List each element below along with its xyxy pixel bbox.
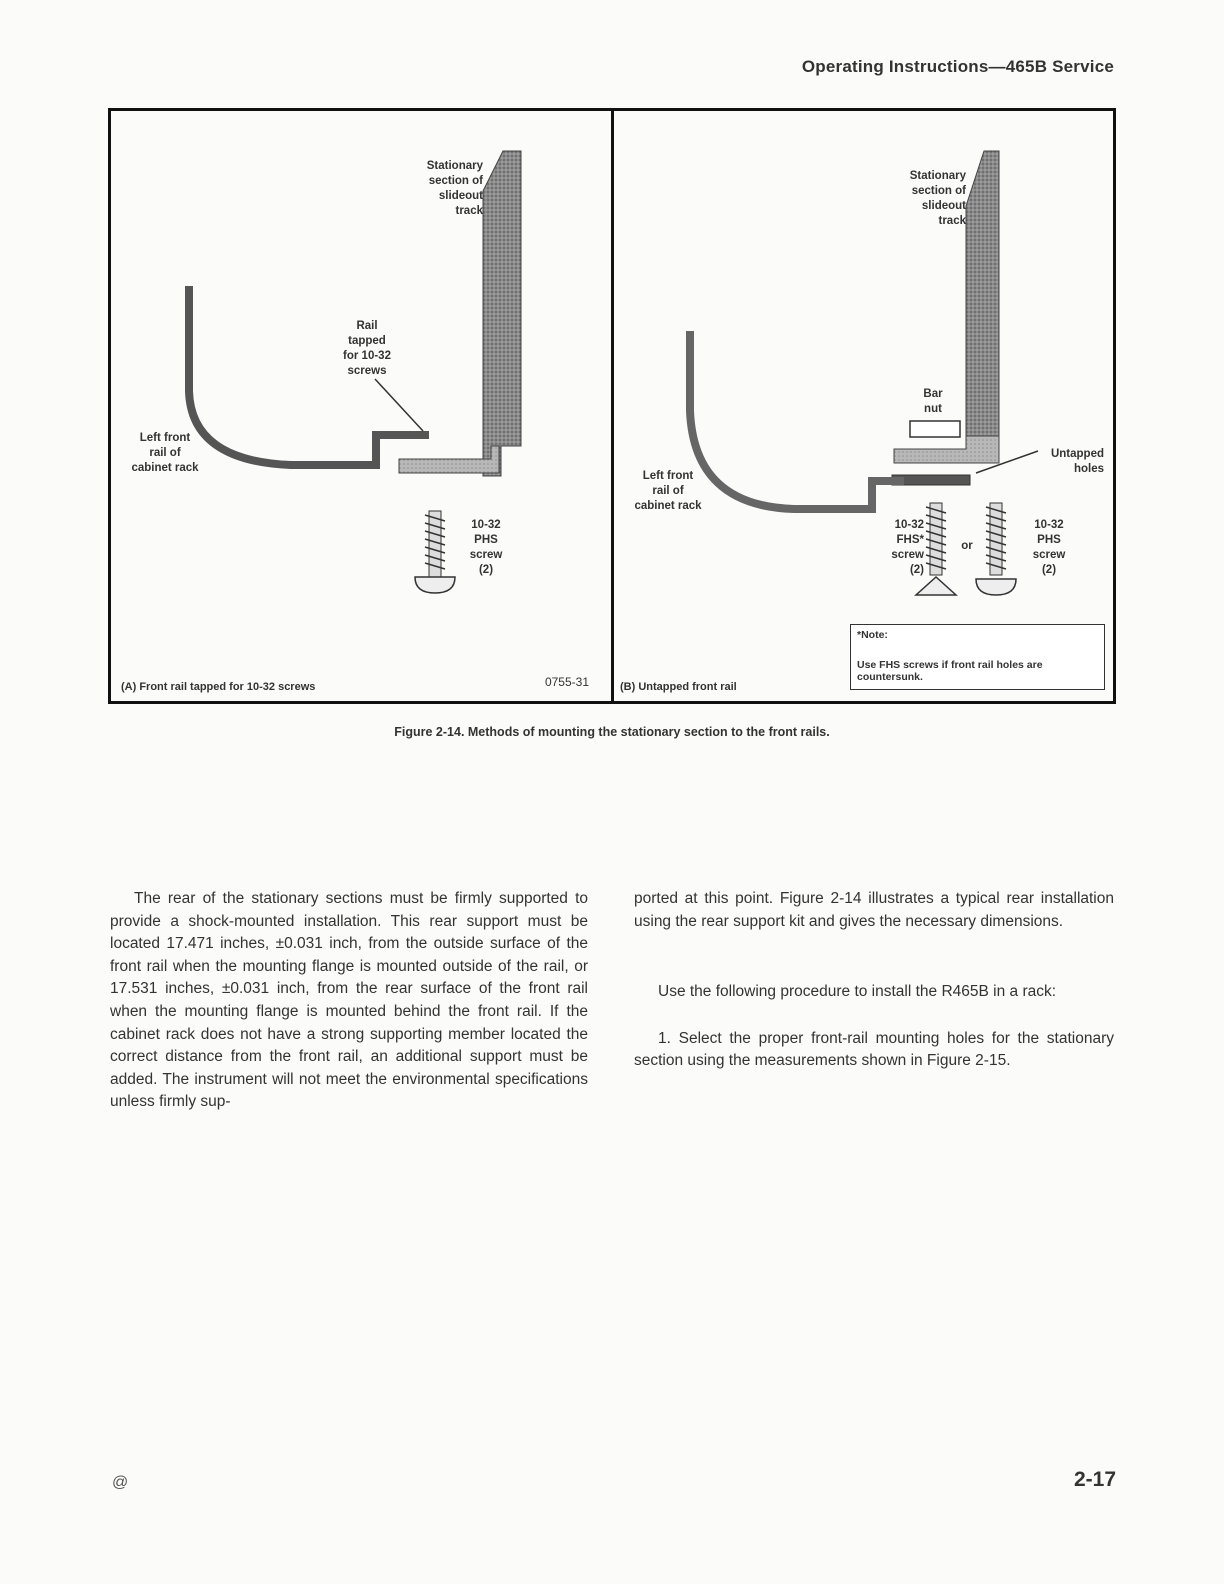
body-paragraph: Use the following procedure to install the R465B in a rack: <box>658 983 1057 1001</box>
panel-b <box>614 111 1113 701</box>
label-untapped-holes: Untapped holes <box>1050 448 1104 475</box>
note-title: *Note: <box>857 629 888 641</box>
label-bar-nut: Bar nut <box>923 388 943 415</box>
panel-a-caption: (A) Front rail tapped for 10-32 screws <box>121 681 316 693</box>
phs-screw-icon <box>976 503 1016 595</box>
label-rail-tapped: Rail tapped for 10-32 screws <box>343 320 391 377</box>
right-column <box>634 888 1114 1073</box>
page-number: 2-17 <box>1073 1468 1116 1491</box>
track-flange <box>894 436 999 463</box>
figure-caption: Figure 2-14. Methods of mounting the stationary section to the front rails. <box>394 725 830 739</box>
label-phs-screw: 10-32 PHS screw (2) <box>1032 519 1066 576</box>
publisher-symbol: @ <box>112 1474 129 1491</box>
phs-screw-icon <box>415 511 455 593</box>
body-paragraph: ported at this point. Figure 2-14 illustrates a typical rear installation using the rear support kit and gives the necessary dimensions. <box>634 890 1114 930</box>
tapped-pointer <box>375 379 423 431</box>
label-stationary-section: Stationary section of slideout track <box>909 170 966 227</box>
figure-2-14 <box>108 108 1116 704</box>
label-stationary-section: Stationary section of slideout track <box>426 160 483 217</box>
slideout-track <box>966 151 999 436</box>
bar-nut <box>910 421 960 437</box>
label-left-front-rail: Left front rail of cabinet rack <box>131 432 199 474</box>
left-front-rail <box>690 331 904 509</box>
slideout-track <box>483 151 521 476</box>
label-fhs-screw: 10-32 FHS* screw (2) <box>891 519 924 576</box>
procedure-step-1: 1. Select the proper front-rail mounting holes for the stationary section using the measurements shown in Figure 2-15. <box>634 1029 1114 1070</box>
note-text: Use FHS screws if front rail holes are countersunk. <box>857 659 1043 683</box>
label-phs-screw: 10-32 PHS screw (2) <box>469 519 503 576</box>
panel-a <box>111 111 614 701</box>
figure-code: 0755-31 <box>544 675 589 689</box>
running-header: Operating Instructions—465B Service <box>801 57 1114 76</box>
left-column <box>110 888 588 1114</box>
body-paragraph: The rear of the stationary sections must be firmly supported to provide a shock-mounted installation. This rear support must be located 17.471 inches, ±0.031 inch, from the outside surface of the front rail when the mounting flange is mounted outside of the rail, or 17.531 inches, ±0.031 inch, from the rear surface of the front rail when the mounting flange is mounted behind the front rail. If the cabinet rack does not have a strong supporting member located the correct distance from the front rail, an additional support must be added. The instrument will not meet the environmental specifications unless firmly sup- <box>110 890 588 1111</box>
note-box <box>850 624 1105 690</box>
label-or: or <box>961 540 973 552</box>
panel-a-drawing <box>111 111 611 701</box>
panel-b-caption: (B) Untapped front rail <box>620 681 737 693</box>
panel-b-drawing <box>614 111 1114 701</box>
label-left-front-rail: Left front rail of cabinet rack <box>634 470 702 512</box>
